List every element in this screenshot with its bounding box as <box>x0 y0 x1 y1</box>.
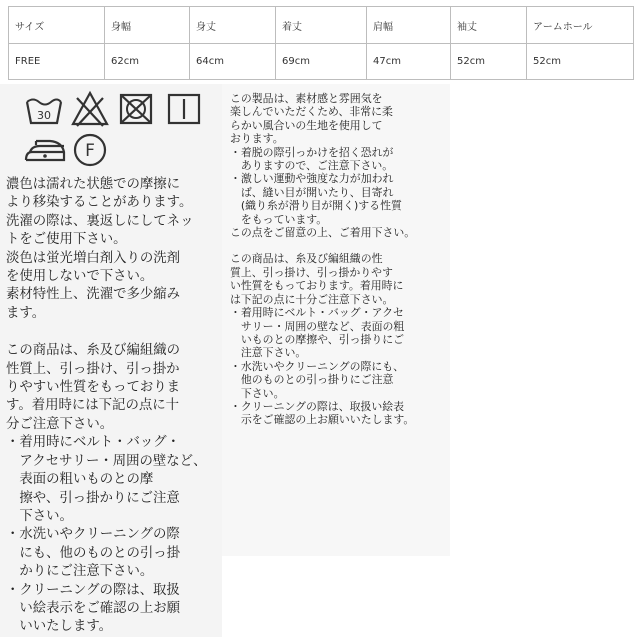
cell-armhole: 52cm <box>527 44 634 80</box>
header-size: サイズ <box>9 7 105 44</box>
dry-clean-f-icon <box>72 132 108 168</box>
header-body-width: 身幅 <box>105 7 190 44</box>
care-bullet: ・水洗いやクリーニングの際 にも、他のものとの引っ掛 かりにご注意下さい。 <box>6 527 181 580</box>
care-paragraph: この製品は、素材感と雰囲気を 楽しんでいただくため、非常に柔 らかい風合いの生地を使用して おります。 <box>230 92 393 146</box>
iron-low-icon <box>22 134 68 166</box>
care-bullet: ・クリーニングの際は、取扱 い絵表示をご確認の上お願 いいたします。 <box>6 582 181 635</box>
header-body-length: 身丈 <box>190 7 276 44</box>
care-bullet: ・水洗いやクリーニングの際にも、 他のものとの引っ掛りにご注意 下さい。 <box>230 359 405 400</box>
cell-total-length: 69cm <box>276 44 367 80</box>
table-row <box>9 44 634 80</box>
care-paragraph: 淡色は蛍光増白剤入りの洗剤 を使用しないで下さい。 <box>6 250 181 285</box>
care-paragraph: この商品は、糸及び編組織の性 質上、引っ掛け、引っ掛かりやす い性質をもっております。着用時に は下記の点に十分ご注意下さい。 <box>230 252 404 306</box>
care-text-left <box>6 176 218 637</box>
size-table-header-row <box>9 7 634 44</box>
care-bullet: ・着用時にベルト・バッグ・ アクセサリー・周囲の壁など、 表面の粗いものとの摩 擦や、引っ掛かりにご注意 下さい。 <box>6 435 207 524</box>
care-paragraph: この点をご留意の上、ご着用下さい。 <box>230 226 416 240</box>
wash-30-icon <box>24 92 64 128</box>
size-table <box>8 6 634 80</box>
wash-temperature: 30 <box>37 109 51 122</box>
no-bleach-icon <box>70 90 110 128</box>
care-bullet: ・着脱の際引っかけを招く恐れが ありますので、ご注意下さい。 <box>230 145 394 173</box>
care-bullet: ・クリーニングの際は、取扱い絵表 示をご確認の上お願いいたします。 <box>230 399 415 427</box>
paragraph-gap <box>230 239 446 252</box>
care-paragraph: 素材特性上、洗濯で多少縮み ます。 <box>6 287 181 321</box>
care-paragraph: この商品は、糸及び編組織の 性質上、引っ掛け、引っ掛か りやすい性質をもっておりま す。着用時には下記の点に十 分ご注意下さい。 <box>6 343 181 432</box>
care-symbols <box>0 84 222 174</box>
header-sleeve-length: 袖丈 <box>451 7 527 44</box>
header-total-length: 着丈 <box>276 7 367 44</box>
care-paragraph: 濃色は濡れた状態での摩擦に より移染することがあります。 <box>6 177 193 211</box>
header-shoulder-width: 肩幅 <box>367 7 451 44</box>
care-bullet: ・着用時にベルト・バッグ・アクセ サリー・周囲の壁など、表面の粗 いものとの摩擦や、引っ掛りにご 注意下さい。 <box>230 306 405 360</box>
line-dry-icon <box>166 92 202 126</box>
cell-size: FREE <box>9 44 105 80</box>
care-label-right <box>222 84 450 556</box>
care-label-left <box>0 84 222 637</box>
cell-shoulder-width: 47cm <box>367 44 451 80</box>
care-paragraph: 洗濯の際は、裏返しにしてネッ トをご使用下さい。 <box>6 213 194 248</box>
header-armhole: アームホール <box>527 7 634 44</box>
cell-body-length: 64cm <box>190 44 276 80</box>
cell-body-width: 62cm <box>105 44 190 80</box>
no-tumble-dry-icon <box>118 92 154 126</box>
care-bullet: ・激しい運動や強度な力が加われ ば、縫い目が開いたり、目寄れ (織り糸が滑り目が開く)する性質 をもっています。 <box>230 172 402 226</box>
dry-clean-letter: F <box>85 141 95 161</box>
paragraph-gap <box>6 323 218 342</box>
care-text-right <box>230 92 446 427</box>
cell-sleeve-length: 52cm <box>451 44 527 80</box>
